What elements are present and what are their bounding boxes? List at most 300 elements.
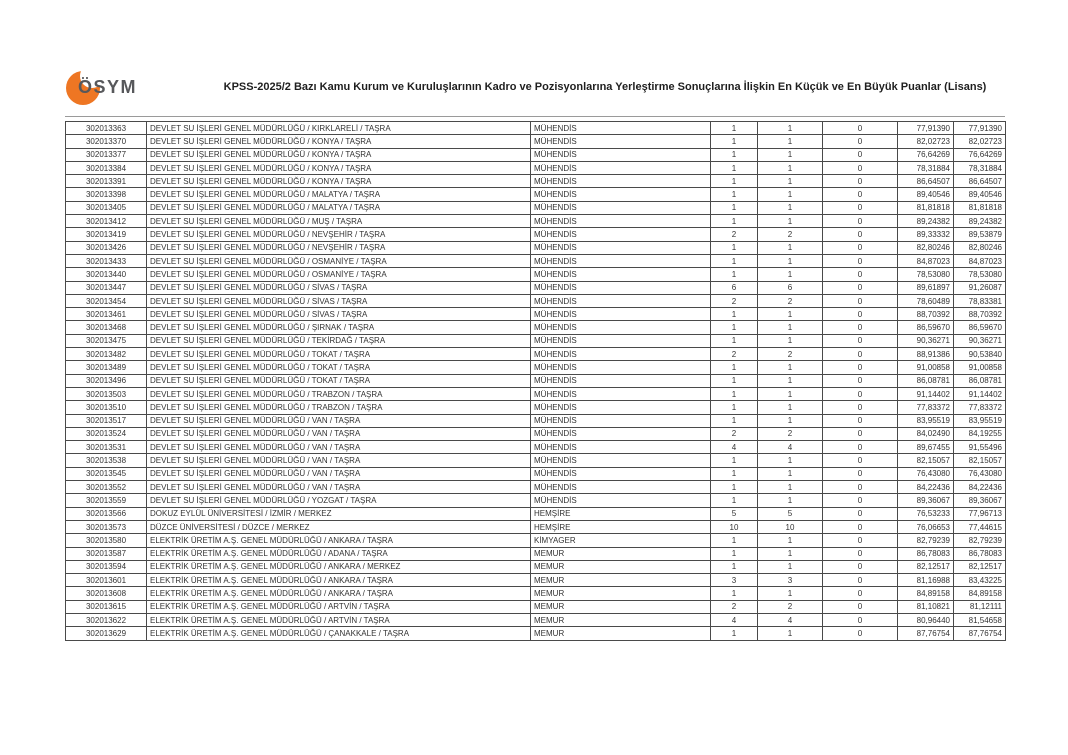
table-row bbox=[66, 175, 1006, 188]
cell-empty: 0 bbox=[823, 441, 898, 454]
cell-placed: 2 bbox=[758, 228, 823, 241]
table-row bbox=[66, 148, 1006, 161]
table-row bbox=[66, 268, 1006, 281]
cell-min_score: 84,22436 bbox=[898, 481, 954, 494]
cell-code: 302013419 bbox=[66, 228, 147, 241]
cell-empty: 0 bbox=[823, 135, 898, 148]
table-row bbox=[66, 494, 1006, 507]
cell-quota: 2 bbox=[711, 294, 758, 307]
cell-empty: 0 bbox=[823, 560, 898, 573]
cell-placed: 1 bbox=[758, 387, 823, 400]
cell-max_score: 91,55496 bbox=[954, 441, 1006, 454]
cell-quota: 1 bbox=[711, 627, 758, 640]
cell-min_score: 82,12517 bbox=[898, 560, 954, 573]
cell-max_score: 91,00858 bbox=[954, 361, 1006, 374]
cell-institution: DEVLET SU İŞLERİ GENEL MÜDÜRLÜĞÜ / KONYA / TAŞRA bbox=[147, 175, 531, 188]
cell-empty: 0 bbox=[823, 401, 898, 414]
cell-code: 302013405 bbox=[66, 201, 147, 214]
cell-institution: DEVLET SU İŞLERİ GENEL MÜDÜRLÜĞÜ / NEVŞEHİR / TAŞRA bbox=[147, 228, 531, 241]
cell-placed: 1 bbox=[758, 334, 823, 347]
cell-placed: 1 bbox=[758, 587, 823, 600]
cell-max_score: 86,64507 bbox=[954, 175, 1006, 188]
cell-institution: DEVLET SU İŞLERİ GENEL MÜDÜRLÜĞÜ / OSMANİYE / TAŞRA bbox=[147, 268, 531, 281]
cell-max_score: 82,12517 bbox=[954, 560, 1006, 573]
cell-empty: 0 bbox=[823, 241, 898, 254]
cell-placed: 3 bbox=[758, 574, 823, 587]
table-row bbox=[66, 215, 1006, 228]
cell-code: 302013489 bbox=[66, 361, 147, 374]
cell-quota: 1 bbox=[711, 201, 758, 214]
cell-placed: 1 bbox=[758, 241, 823, 254]
cell-position: MÜHENDİS bbox=[531, 148, 711, 161]
table-row bbox=[66, 401, 1006, 414]
cell-code: 302013384 bbox=[66, 161, 147, 174]
cell-empty: 0 bbox=[823, 215, 898, 228]
cell-empty: 0 bbox=[823, 294, 898, 307]
table-row bbox=[66, 348, 1006, 361]
cell-quota: 3 bbox=[711, 574, 758, 587]
cell-institution: DEVLET SU İŞLERİ GENEL MÜDÜRLÜĞÜ / TOKAT / TAŞRA bbox=[147, 361, 531, 374]
cell-max_score: 78,53080 bbox=[954, 268, 1006, 281]
cell-max_score: 83,43225 bbox=[954, 574, 1006, 587]
cell-code: 302013426 bbox=[66, 241, 147, 254]
cell-empty: 0 bbox=[823, 254, 898, 267]
cell-empty: 0 bbox=[823, 308, 898, 321]
cell-position: MÜHENDİS bbox=[531, 334, 711, 347]
cell-institution: DEVLET SU İŞLERİ GENEL MÜDÜRLÜĞÜ / MALATYA / TAŞRA bbox=[147, 201, 531, 214]
cell-institution: DEVLET SU İŞLERİ GENEL MÜDÜRLÜĞÜ / TRABZON / TAŞRA bbox=[147, 387, 531, 400]
cell-max_score: 86,08781 bbox=[954, 374, 1006, 387]
table-row bbox=[66, 254, 1006, 267]
cell-max_score: 89,40546 bbox=[954, 188, 1006, 201]
cell-institution: ELEKTRİK ÜRETİM A.Ş. GENEL MÜDÜRLÜĞÜ / ANKARA / TAŞRA bbox=[147, 574, 531, 587]
cell-code: 302013468 bbox=[66, 321, 147, 334]
document-header bbox=[65, 64, 1005, 112]
cell-empty: 0 bbox=[823, 281, 898, 294]
cell-max_score: 89,36067 bbox=[954, 494, 1006, 507]
cell-placed: 2 bbox=[758, 294, 823, 307]
cell-max_score: 89,24382 bbox=[954, 215, 1006, 228]
cell-institution: DEVLET SU İŞLERİ GENEL MÜDÜRLÜĞÜ / NEVŞEHİR / TAŞRA bbox=[147, 241, 531, 254]
osym-logo bbox=[65, 66, 215, 110]
cell-min_score: 84,89158 bbox=[898, 587, 954, 600]
cell-institution: DEVLET SU İŞLERİ GENEL MÜDÜRLÜĞÜ / MALATYA / TAŞRA bbox=[147, 188, 531, 201]
cell-position: MÜHENDİS bbox=[531, 467, 711, 480]
table-row bbox=[66, 414, 1006, 427]
cell-placed: 5 bbox=[758, 507, 823, 520]
cell-min_score: 86,08781 bbox=[898, 374, 954, 387]
cell-quota: 1 bbox=[711, 534, 758, 547]
cell-code: 302013447 bbox=[66, 281, 147, 294]
cell-min_score: 80,96440 bbox=[898, 613, 954, 626]
cell-position: HEMŞİRE bbox=[531, 507, 711, 520]
cell-position: MÜHENDİS bbox=[531, 321, 711, 334]
table-row bbox=[66, 627, 1006, 640]
cell-placed: 10 bbox=[758, 520, 823, 533]
cell-placed: 2 bbox=[758, 427, 823, 440]
cell-quota: 1 bbox=[711, 148, 758, 161]
cell-quota: 2 bbox=[711, 348, 758, 361]
cell-empty: 0 bbox=[823, 414, 898, 427]
cell-code: 302013440 bbox=[66, 268, 147, 281]
cell-institution: DEVLET SU İŞLERİ GENEL MÜDÜRLÜĞÜ / VAN / TAŞRA bbox=[147, 414, 531, 427]
cell-max_score: 77,44615 bbox=[954, 520, 1006, 533]
cell-max_score: 88,70392 bbox=[954, 308, 1006, 321]
cell-empty: 0 bbox=[823, 175, 898, 188]
cell-empty: 0 bbox=[823, 148, 898, 161]
cell-min_score: 76,53233 bbox=[898, 507, 954, 520]
cell-code: 302013496 bbox=[66, 374, 147, 387]
table-row bbox=[66, 161, 1006, 174]
osym-logo-text: ÖSYM bbox=[78, 77, 138, 97]
cell-code: 302013517 bbox=[66, 414, 147, 427]
cell-code: 302013573 bbox=[66, 520, 147, 533]
table-row bbox=[66, 534, 1006, 547]
cell-position: MÜHENDİS bbox=[531, 161, 711, 174]
cell-quota: 1 bbox=[711, 374, 758, 387]
cell-position: MEMUR bbox=[531, 613, 711, 626]
cell-placed: 1 bbox=[758, 215, 823, 228]
cell-quota: 1 bbox=[711, 401, 758, 414]
cell-quota: 1 bbox=[711, 254, 758, 267]
cell-empty: 0 bbox=[823, 201, 898, 214]
cell-empty: 0 bbox=[823, 574, 898, 587]
cell-quota: 2 bbox=[711, 228, 758, 241]
results-table bbox=[65, 121, 1006, 641]
cell-position: MÜHENDİS bbox=[531, 228, 711, 241]
cell-code: 302013363 bbox=[66, 122, 147, 135]
cell-placed: 1 bbox=[758, 401, 823, 414]
cell-code: 302013566 bbox=[66, 507, 147, 520]
cell-institution: DEVLET SU İŞLERİ GENEL MÜDÜRLÜĞÜ / ŞIRNAK / TAŞRA bbox=[147, 321, 531, 334]
table-row bbox=[66, 587, 1006, 600]
cell-institution: DEVLET SU İŞLERİ GENEL MÜDÜRLÜĞÜ / SİVAS / TAŞRA bbox=[147, 281, 531, 294]
cell-max_score: 89,53879 bbox=[954, 228, 1006, 241]
cell-quota: 1 bbox=[711, 587, 758, 600]
cell-position: MÜHENDİS bbox=[531, 175, 711, 188]
cell-max_score: 84,19255 bbox=[954, 427, 1006, 440]
cell-empty: 0 bbox=[823, 228, 898, 241]
cell-placed: 1 bbox=[758, 414, 823, 427]
cell-empty: 0 bbox=[823, 334, 898, 347]
cell-min_score: 88,91386 bbox=[898, 348, 954, 361]
cell-code: 302013601 bbox=[66, 574, 147, 587]
cell-max_score: 87,76754 bbox=[954, 627, 1006, 640]
cell-institution: ELEKTRİK ÜRETİM A.Ş. GENEL MÜDÜRLÜĞÜ / ARTVİN / TAŞRA bbox=[147, 600, 531, 613]
cell-institution: DOKUZ EYLÜL ÜNİVERSİTESİ / İZMİR / MERKEZ bbox=[147, 507, 531, 520]
cell-position: MÜHENDİS bbox=[531, 254, 711, 267]
cell-quota: 1 bbox=[711, 414, 758, 427]
cell-min_score: 86,78083 bbox=[898, 547, 954, 560]
cell-empty: 0 bbox=[823, 547, 898, 560]
cell-code: 302013552 bbox=[66, 481, 147, 494]
cell-placed: 1 bbox=[758, 188, 823, 201]
table-row bbox=[66, 281, 1006, 294]
cell-empty: 0 bbox=[823, 627, 898, 640]
cell-code: 302013622 bbox=[66, 613, 147, 626]
cell-institution: ELEKTRİK ÜRETİM A.Ş. GENEL MÜDÜRLÜĞÜ / ANKARA / TAŞRA bbox=[147, 587, 531, 600]
cell-institution: DEVLET SU İŞLERİ GENEL MÜDÜRLÜĞÜ / TOKAT / TAŞRA bbox=[147, 348, 531, 361]
cell-min_score: 76,06653 bbox=[898, 520, 954, 533]
header-divider bbox=[65, 116, 1005, 117]
cell-position: MÜHENDİS bbox=[531, 215, 711, 228]
cell-position: MÜHENDİS bbox=[531, 268, 711, 281]
cell-quota: 1 bbox=[711, 481, 758, 494]
cell-position: MEMUR bbox=[531, 600, 711, 613]
cell-position: MÜHENDİS bbox=[531, 241, 711, 254]
cell-min_score: 84,87023 bbox=[898, 254, 954, 267]
cell-max_score: 86,59670 bbox=[954, 321, 1006, 334]
cell-min_score: 83,95519 bbox=[898, 414, 954, 427]
cell-quota: 1 bbox=[711, 494, 758, 507]
cell-quota: 6 bbox=[711, 281, 758, 294]
cell-max_score: 77,96713 bbox=[954, 507, 1006, 520]
cell-placed: 1 bbox=[758, 161, 823, 174]
cell-placed: 1 bbox=[758, 454, 823, 467]
table-row bbox=[66, 481, 1006, 494]
cell-placed: 1 bbox=[758, 481, 823, 494]
cell-code: 302013531 bbox=[66, 441, 147, 454]
cell-code: 302013454 bbox=[66, 294, 147, 307]
cell-code: 302013587 bbox=[66, 547, 147, 560]
table-row bbox=[66, 228, 1006, 241]
cell-code: 302013608 bbox=[66, 587, 147, 600]
cell-empty: 0 bbox=[823, 348, 898, 361]
cell-min_score: 76,43080 bbox=[898, 467, 954, 480]
cell-position: MÜHENDİS bbox=[531, 387, 711, 400]
cell-code: 302013629 bbox=[66, 627, 147, 640]
cell-min_score: 89,24382 bbox=[898, 215, 954, 228]
table-row bbox=[66, 454, 1006, 467]
cell-position: MÜHENDİS bbox=[531, 401, 711, 414]
cell-position: KİMYAGER bbox=[531, 534, 711, 547]
cell-position: MEMUR bbox=[531, 547, 711, 560]
cell-placed: 2 bbox=[758, 600, 823, 613]
cell-placed: 1 bbox=[758, 201, 823, 214]
cell-quota: 1 bbox=[711, 560, 758, 573]
cell-institution: DEVLET SU İŞLERİ GENEL MÜDÜRLÜĞÜ / YOZGAT / TAŞRA bbox=[147, 494, 531, 507]
table-row bbox=[66, 308, 1006, 321]
cell-empty: 0 bbox=[823, 374, 898, 387]
cell-min_score: 90,36271 bbox=[898, 334, 954, 347]
results-table-body bbox=[66, 122, 1006, 641]
cell-empty: 0 bbox=[823, 507, 898, 520]
cell-max_score: 81,54658 bbox=[954, 613, 1006, 626]
cell-position: MÜHENDİS bbox=[531, 348, 711, 361]
cell-placed: 1 bbox=[758, 547, 823, 560]
cell-code: 302013594 bbox=[66, 560, 147, 573]
cell-min_score: 86,59670 bbox=[898, 321, 954, 334]
cell-quota: 4 bbox=[711, 441, 758, 454]
cell-position: MÜHENDİS bbox=[531, 494, 711, 507]
cell-quota: 1 bbox=[711, 547, 758, 560]
cell-max_score: 84,22436 bbox=[954, 481, 1006, 494]
cell-position: MÜHENDİS bbox=[531, 308, 711, 321]
table-row bbox=[66, 613, 1006, 626]
cell-placed: 4 bbox=[758, 441, 823, 454]
cell-quota: 1 bbox=[711, 135, 758, 148]
table-row bbox=[66, 441, 1006, 454]
cell-code: 302013475 bbox=[66, 334, 147, 347]
table-row bbox=[66, 547, 1006, 560]
table-row bbox=[66, 201, 1006, 214]
cell-code: 302013461 bbox=[66, 308, 147, 321]
cell-min_score: 82,02723 bbox=[898, 135, 954, 148]
cell-min_score: 91,00858 bbox=[898, 361, 954, 374]
cell-code: 302013510 bbox=[66, 401, 147, 414]
cell-placed: 2 bbox=[758, 348, 823, 361]
cell-placed: 1 bbox=[758, 135, 823, 148]
cell-placed: 1 bbox=[758, 308, 823, 321]
cell-quota: 4 bbox=[711, 613, 758, 626]
cell-min_score: 82,80246 bbox=[898, 241, 954, 254]
cell-position: MÜHENDİS bbox=[531, 188, 711, 201]
cell-institution: DEVLET SU İŞLERİ GENEL MÜDÜRLÜĞÜ / KIRKLARELİ / TAŞRA bbox=[147, 122, 531, 135]
cell-code: 302013503 bbox=[66, 387, 147, 400]
cell-max_score: 90,53840 bbox=[954, 348, 1006, 361]
cell-institution: DEVLET SU İŞLERİ GENEL MÜDÜRLÜĞÜ / VAN / TAŞRA bbox=[147, 481, 531, 494]
cell-institution: DEVLET SU İŞLERİ GENEL MÜDÜRLÜĞÜ / VAN / TAŞRA bbox=[147, 454, 531, 467]
cell-position: MÜHENDİS bbox=[531, 441, 711, 454]
table-row bbox=[66, 334, 1006, 347]
cell-max_score: 78,31884 bbox=[954, 161, 1006, 174]
cell-quota: 10 bbox=[711, 520, 758, 533]
cell-min_score: 89,36067 bbox=[898, 494, 954, 507]
cell-placed: 1 bbox=[758, 321, 823, 334]
cell-institution: ELEKTRİK ÜRETİM A.Ş. GENEL MÜDÜRLÜĞÜ / ANKARA / TAŞRA bbox=[147, 534, 531, 547]
cell-min_score: 84,02490 bbox=[898, 427, 954, 440]
cell-position: MEMUR bbox=[531, 627, 711, 640]
cell-institution: DEVLET SU İŞLERİ GENEL MÜDÜRLÜĞÜ / KONYA / TAŞRA bbox=[147, 148, 531, 161]
cell-empty: 0 bbox=[823, 427, 898, 440]
table-row bbox=[66, 600, 1006, 613]
cell-min_score: 88,70392 bbox=[898, 308, 954, 321]
cell-institution: DEVLET SU İŞLERİ GENEL MÜDÜRLÜĞÜ / MUŞ / TAŞRA bbox=[147, 215, 531, 228]
cell-quota: 1 bbox=[711, 334, 758, 347]
cell-quota: 1 bbox=[711, 387, 758, 400]
cell-min_score: 78,53080 bbox=[898, 268, 954, 281]
cell-institution: DEVLET SU İŞLERİ GENEL MÜDÜRLÜĞÜ / KONYA / TAŞRA bbox=[147, 135, 531, 148]
cell-max_score: 82,15057 bbox=[954, 454, 1006, 467]
cell-institution: ELEKTRİK ÜRETİM A.Ş. GENEL MÜDÜRLÜĞÜ / ARTVİN / TAŞRA bbox=[147, 613, 531, 626]
cell-placed: 1 bbox=[758, 534, 823, 547]
cell-empty: 0 bbox=[823, 613, 898, 626]
cell-position: MÜHENDİS bbox=[531, 374, 711, 387]
cell-position: MÜHENDİS bbox=[531, 122, 711, 135]
cell-placed: 1 bbox=[758, 560, 823, 573]
cell-min_score: 77,83372 bbox=[898, 401, 954, 414]
cell-min_score: 77,91390 bbox=[898, 122, 954, 135]
cell-placed: 1 bbox=[758, 627, 823, 640]
cell-position: MÜHENDİS bbox=[531, 481, 711, 494]
cell-institution: DEVLET SU İŞLERİ GENEL MÜDÜRLÜĞÜ / VAN / TAŞRA bbox=[147, 441, 531, 454]
cell-max_score: 82,79239 bbox=[954, 534, 1006, 547]
cell-min_score: 78,60489 bbox=[898, 294, 954, 307]
cell-min_score: 89,33332 bbox=[898, 228, 954, 241]
cell-empty: 0 bbox=[823, 361, 898, 374]
cell-min_score: 81,10821 bbox=[898, 600, 954, 613]
cell-empty: 0 bbox=[823, 268, 898, 281]
cell-max_score: 82,02723 bbox=[954, 135, 1006, 148]
cell-max_score: 84,87023 bbox=[954, 254, 1006, 267]
cell-min_score: 82,15057 bbox=[898, 454, 954, 467]
cell-max_score: 76,43080 bbox=[954, 467, 1006, 480]
cell-quota: 1 bbox=[711, 215, 758, 228]
cell-placed: 1 bbox=[758, 374, 823, 387]
cell-empty: 0 bbox=[823, 122, 898, 135]
cell-quota: 5 bbox=[711, 507, 758, 520]
cell-placed: 1 bbox=[758, 467, 823, 480]
cell-empty: 0 bbox=[823, 534, 898, 547]
cell-code: 302013615 bbox=[66, 600, 147, 613]
cell-max_score: 91,26087 bbox=[954, 281, 1006, 294]
cell-min_score: 81,16988 bbox=[898, 574, 954, 587]
cell-max_score: 81,12111 bbox=[954, 600, 1006, 613]
cell-min_score: 91,14402 bbox=[898, 387, 954, 400]
cell-code: 302013545 bbox=[66, 467, 147, 480]
cell-min_score: 78,31884 bbox=[898, 161, 954, 174]
table-row bbox=[66, 361, 1006, 374]
cell-quota: 2 bbox=[711, 427, 758, 440]
cell-code: 302013412 bbox=[66, 215, 147, 228]
cell-empty: 0 bbox=[823, 520, 898, 533]
cell-quota: 1 bbox=[711, 175, 758, 188]
cell-position: MÜHENDİS bbox=[531, 135, 711, 148]
table-row bbox=[66, 387, 1006, 400]
cell-institution: DEVLET SU İŞLERİ GENEL MÜDÜRLÜĞÜ / TOKAT / TAŞRA bbox=[147, 374, 531, 387]
cell-quota: 1 bbox=[711, 161, 758, 174]
cell-max_score: 84,89158 bbox=[954, 587, 1006, 600]
cell-empty: 0 bbox=[823, 600, 898, 613]
cell-max_score: 91,14402 bbox=[954, 387, 1006, 400]
cell-code: 302013524 bbox=[66, 427, 147, 440]
cell-max_score: 81,81818 bbox=[954, 201, 1006, 214]
cell-placed: 1 bbox=[758, 361, 823, 374]
cell-placed: 1 bbox=[758, 175, 823, 188]
cell-placed: 6 bbox=[758, 281, 823, 294]
cell-institution: ELEKTRİK ÜRETİM A.Ş. GENEL MÜDÜRLÜĞÜ / ÇANAKKALE / TAŞRA bbox=[147, 627, 531, 640]
cell-placed: 4 bbox=[758, 613, 823, 626]
cell-position: MÜHENDİS bbox=[531, 294, 711, 307]
cell-min_score: 86,64507 bbox=[898, 175, 954, 188]
table-row bbox=[66, 467, 1006, 480]
cell-position: MEMUR bbox=[531, 560, 711, 573]
cell-max_score: 77,91390 bbox=[954, 122, 1006, 135]
cell-position: HEMŞİRE bbox=[531, 520, 711, 533]
cell-quota: 1 bbox=[711, 241, 758, 254]
cell-position: MÜHENDİS bbox=[531, 281, 711, 294]
cell-quota: 1 bbox=[711, 361, 758, 374]
cell-code: 302013391 bbox=[66, 175, 147, 188]
table-row bbox=[66, 520, 1006, 533]
cell-empty: 0 bbox=[823, 587, 898, 600]
cell-code: 302013377 bbox=[66, 148, 147, 161]
cell-quota: 1 bbox=[711, 308, 758, 321]
cell-empty: 0 bbox=[823, 188, 898, 201]
cell-placed: 1 bbox=[758, 268, 823, 281]
cell-placed: 1 bbox=[758, 254, 823, 267]
cell-empty: 0 bbox=[823, 161, 898, 174]
table-row bbox=[66, 560, 1006, 573]
cell-max_score: 77,83372 bbox=[954, 401, 1006, 414]
cell-empty: 0 bbox=[823, 387, 898, 400]
cell-code: 302013538 bbox=[66, 454, 147, 467]
cell-placed: 1 bbox=[758, 122, 823, 135]
cell-empty: 0 bbox=[823, 467, 898, 480]
table-row bbox=[66, 122, 1006, 135]
cell-position: MEMUR bbox=[531, 587, 711, 600]
cell-quota: 1 bbox=[711, 467, 758, 480]
